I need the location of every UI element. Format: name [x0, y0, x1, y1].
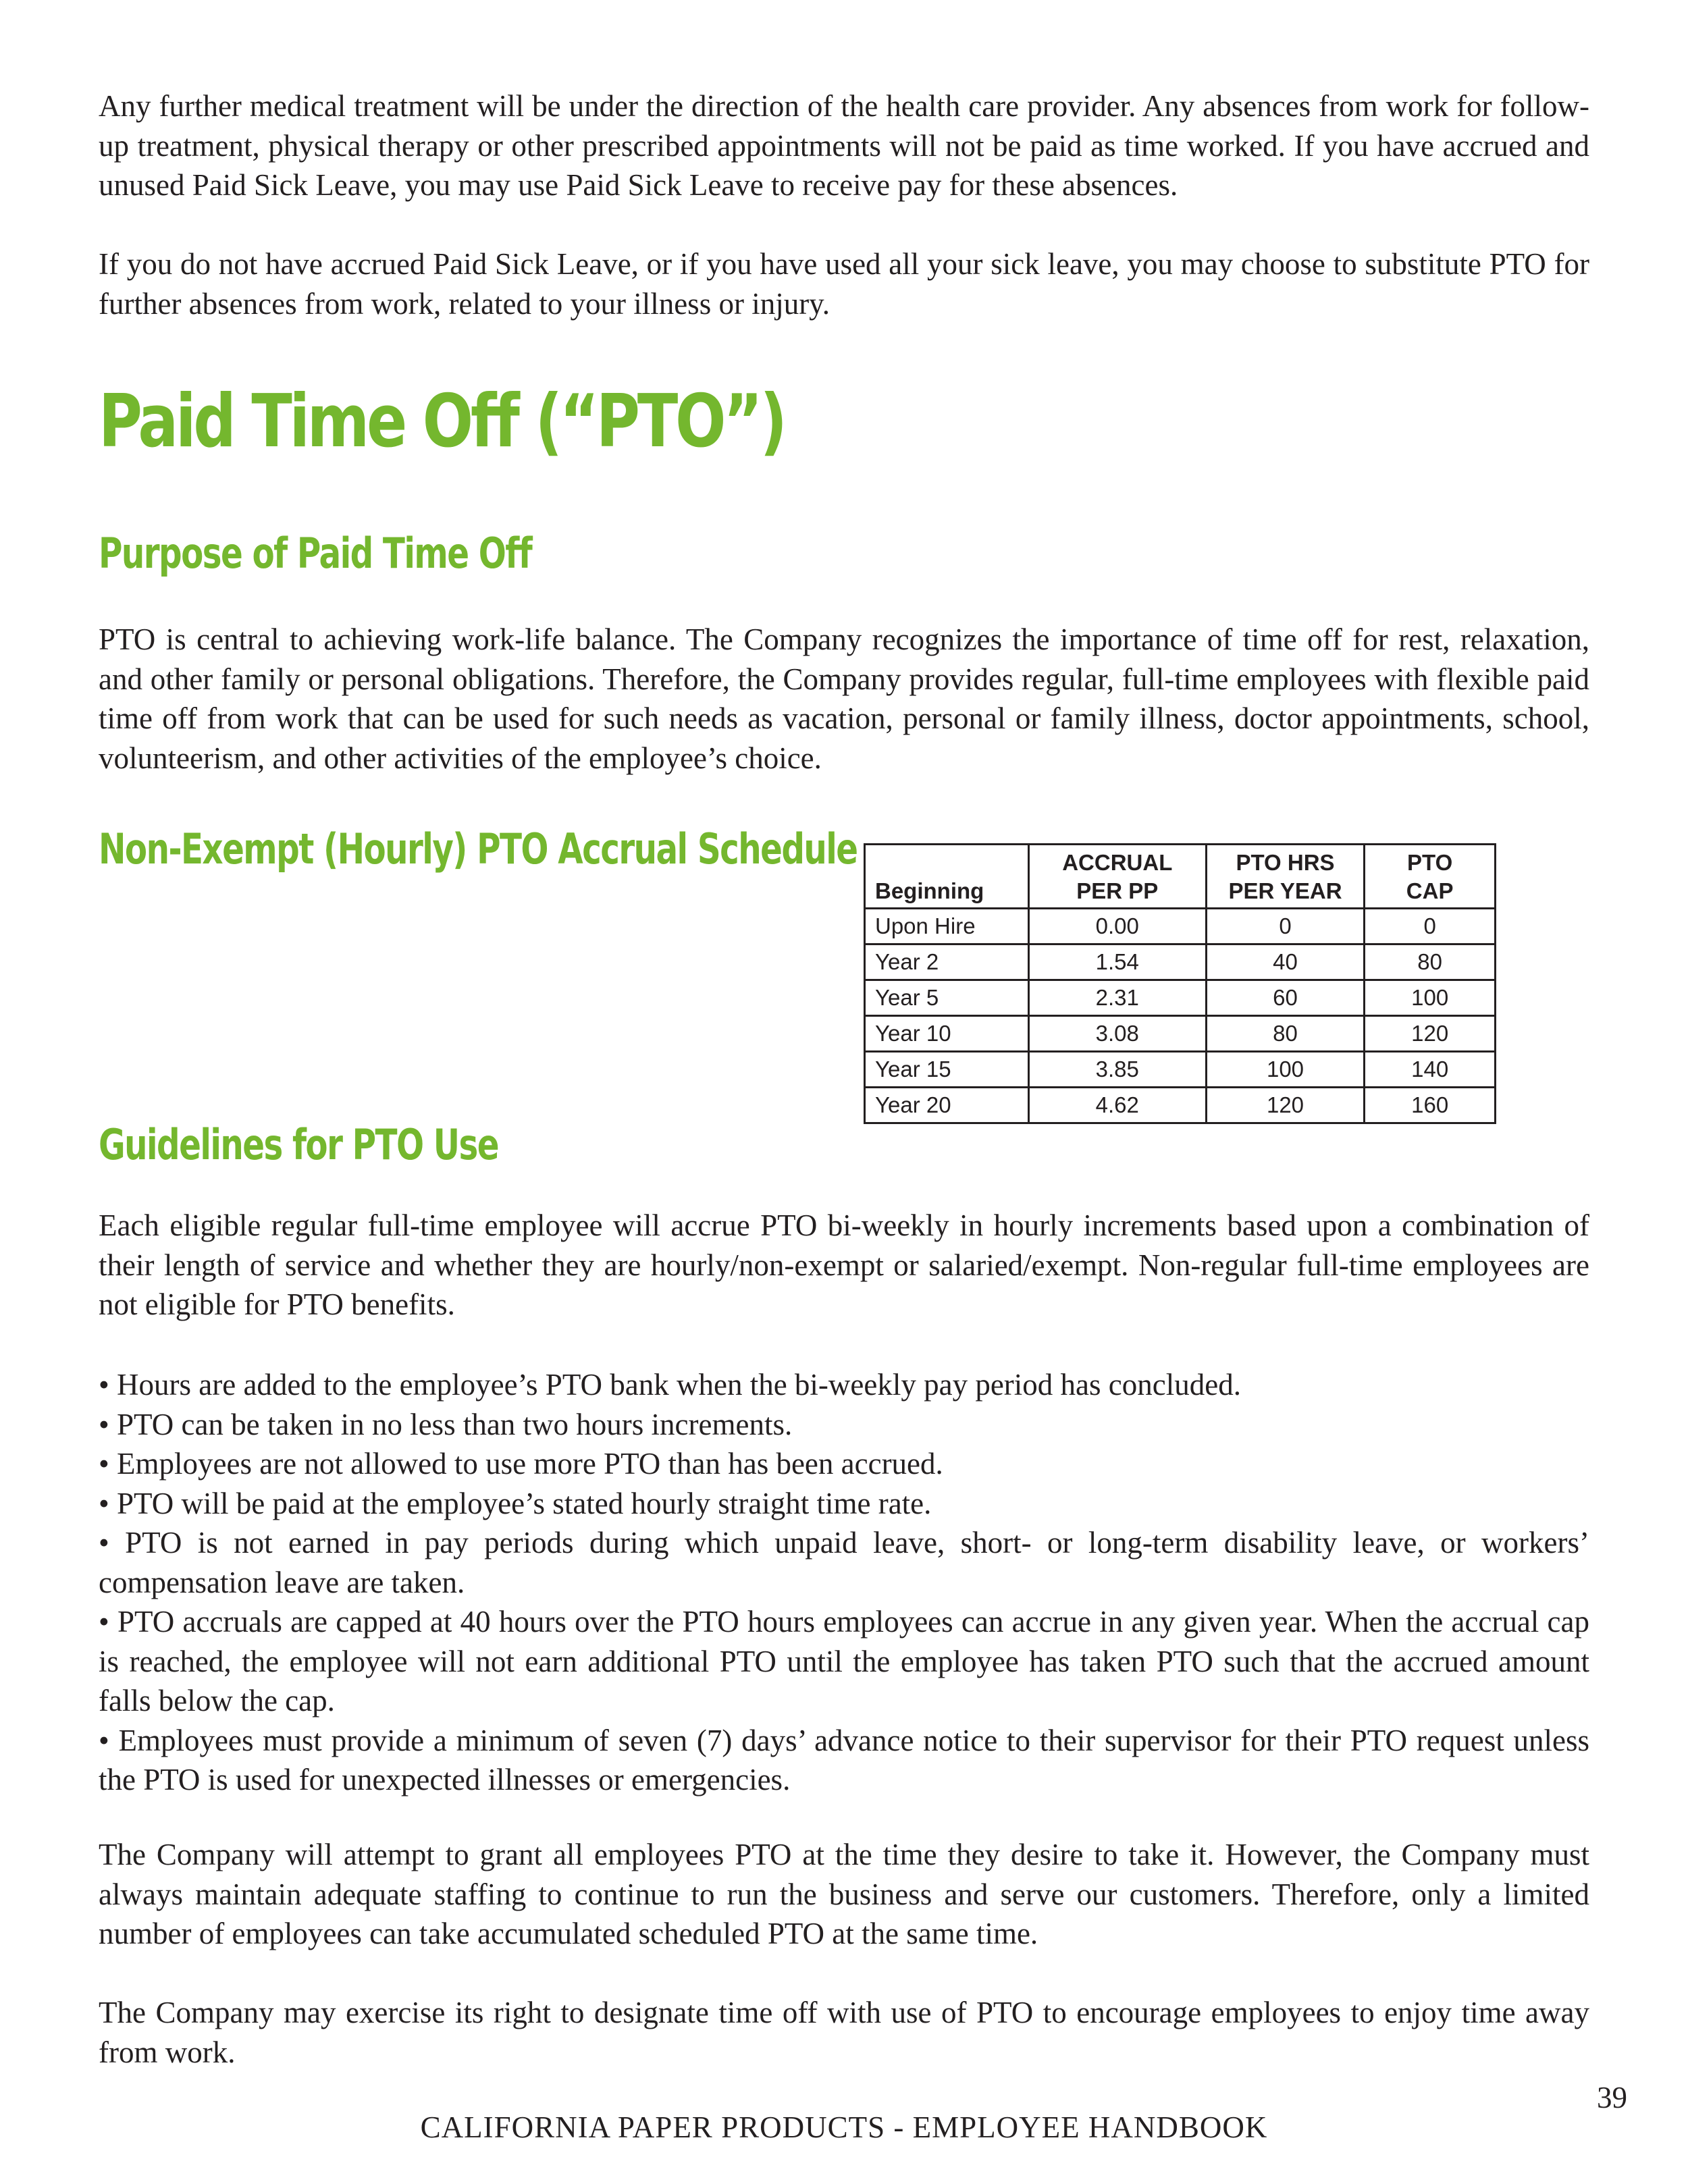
- cell-beginning: Year 15: [865, 1052, 1029, 1088]
- cell-hours: 40: [1206, 944, 1365, 980]
- accrual-schedule-heading: Non-Exempt (Hourly) PTO Accrual Schedule: [99, 824, 858, 874]
- cell-hours: 120: [1206, 1088, 1365, 1123]
- footer-title: CALIFORNIA PAPER PRODUCTS - EMPLOYEE HANDBOOK: [420, 2110, 1268, 2144]
- table-row: [865, 909, 1496, 944]
- guidelines-intro-paragraph: Each eligible regular full-time employee will accrue PTO bi-weekly in hourly increments based upon a combination of their length of service and whether they are hourly/non-exempt or salaried/exempt. Non-regular full-time employees are not eligible for PTO benefits.: [99, 1208, 1589, 1321]
- table-header-row: [865, 845, 1496, 909]
- list-item: • Employees must provide a minimum of seven (7) days’ advance notice to their supervisor for their PTO request unless the PTO is used for unexpected illnesses or emergencies.: [99, 1721, 1589, 1800]
- guidelines-heading: Guidelines for PTO Use: [99, 1120, 498, 1169]
- designate-pto-paragraph: The Company may exercise its right to designate time off with use of PTO to encourage employees to enjoy time away from work.: [99, 1996, 1589, 2069]
- cell-accrual: 3.85: [1028, 1052, 1206, 1088]
- cell-hours: 60: [1206, 980, 1365, 1016]
- medical-treatment-paragraph: Any further medical treatment will be under the direction of the health care provider. Any absences from work for follow-up treatment, physical therapy or other prescribed appointments will not be paid as time worked. If you have accrued and unused Paid Sick Leave, you may use Paid Sick Leave to receive pay for these absences.: [99, 89, 1589, 202]
- table-row: [865, 1088, 1496, 1123]
- header-accrual-per-pp: ACCRUAL PER PP: [1028, 845, 1206, 909]
- table-row: [865, 980, 1496, 1016]
- header-pto-cap: PTO CAP: [1365, 845, 1496, 909]
- page-number: 39: [1597, 2081, 1627, 2114]
- table-row: [865, 1016, 1496, 1052]
- cell-hours: 100: [1206, 1052, 1365, 1088]
- purpose-paragraph: PTO is central to achieving work-life balance. The Company recognizes the importance of time off for rest, relaxation, and other family or personal obligations. Therefore, the Company provides regular, full-time employees with flexible paid time off from work that can be used for such needs as vacation, personal or family illness, doctor appointments, school, volunteerism, and other activities of the employee’s choice.: [99, 622, 1589, 775]
- header-beginning: Beginning: [865, 845, 1029, 909]
- main-heading: Paid Time Off (“PTO”): [99, 379, 785, 464]
- cell-cap: 100: [1365, 980, 1496, 1016]
- list-item: • PTO is not earned in pay periods during which unpaid leave, short- or long-term disability leave, or workers’ compensation leave are taken.: [99, 1523, 1589, 1602]
- cell-cap: 140: [1365, 1052, 1496, 1088]
- purpose-heading: Purpose of Paid Time Off: [99, 529, 532, 578]
- accrual-schedule-table: [864, 843, 1496, 1124]
- cell-cap: 80: [1365, 944, 1496, 980]
- header-pto-hrs-per-year: PTO HRS PER YEAR: [1206, 845, 1365, 909]
- grant-pto-paragraph: The Company will attempt to grant all employees PTO at the time they desire to take it. However, the Company must always maintain adequate staffing to continue to run the business and serve our customers. Therefore, only a limited number of employees can take accumulated scheduled PTO at the same time.: [99, 1838, 1589, 1950]
- cell-beginning: Year 5: [865, 980, 1029, 1016]
- cell-beginning: Year 20: [865, 1088, 1029, 1123]
- list-item: • PTO accruals are capped at 40 hours over the PTO hours employees can accrue in any given year. When the accrual cap is reached, the employee will not earn additional PTO until the employee has taken PTO such that the accrued amount falls below the cap.: [99, 1602, 1589, 1721]
- list-item: • PTO will be paid at the employee’s stated hourly straight time rate.: [99, 1484, 1589, 1524]
- cell-accrual: 3.08: [1028, 1016, 1206, 1052]
- cell-accrual: 1.54: [1028, 944, 1206, 980]
- cell-accrual: 4.62: [1028, 1088, 1206, 1123]
- table-row: [865, 944, 1496, 980]
- cell-beginning: Year 2: [865, 944, 1029, 980]
- list-item: • Hours are added to the employee’s PTO bank when the bi-weekly pay period has concluded.: [99, 1365, 1589, 1405]
- cell-cap: 0: [1365, 909, 1496, 944]
- cell-hours: 80: [1206, 1016, 1365, 1052]
- list-item: • Employees are not allowed to use more PTO than has been accrued.: [99, 1444, 1589, 1484]
- list-item: • PTO can be taken in no less than two hours increments.: [99, 1405, 1589, 1445]
- no-sick-leave-paragraph: If you do not have accrued Paid Sick Leave, or if you have used all your sick leave, you may choose to substitute PTO for further absences from work, related to your illness or injury.: [99, 247, 1589, 321]
- guidelines-bullet-list: [99, 1365, 1589, 1800]
- cell-cap: 160: [1365, 1088, 1496, 1123]
- cell-beginning: Upon Hire: [865, 909, 1029, 944]
- table-row: [865, 1052, 1496, 1088]
- cell-beginning: Year 10: [865, 1016, 1029, 1052]
- cell-accrual: 2.31: [1028, 980, 1206, 1016]
- cell-cap: 120: [1365, 1016, 1496, 1052]
- cell-accrual: 0.00: [1028, 909, 1206, 944]
- cell-hours: 0: [1206, 909, 1365, 944]
